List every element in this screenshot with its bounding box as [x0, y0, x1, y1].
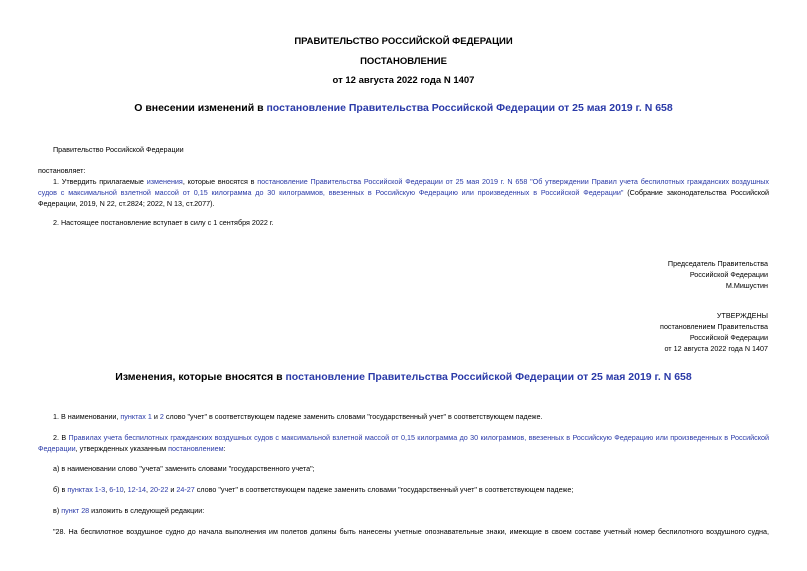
link-postanovleniem[interactable]: постановлением — [168, 444, 224, 453]
link-postanovlenie-658[interactable]: постановление Правительства Российской Федерации от 25 мая 2019 г. N 658 "Об утверждении Правил учета беспилотных гражданских воздушных — [257, 177, 769, 186]
paragraph-1-line-1 — [38, 176, 769, 187]
ib-sep-1: , — [105, 485, 110, 494]
link-izmeneniya[interactable]: изменения — [146, 177, 183, 186]
item-1 — [53, 411, 542, 422]
government-heading: ПРАВИТЕЛЬСТВО РОССИЙСКОЙ ФЕДЕРАЦИИ — [294, 36, 513, 47]
signature-line-3: М.Мишустин — [725, 281, 768, 290]
ib-sep-4: и — [168, 485, 177, 494]
document-date-number: от 12 августа 2022 года N 1407 — [332, 75, 475, 86]
link-pravila-cont[interactable]: Федерации — [38, 444, 76, 453]
approved-block — [660, 310, 768, 354]
link-pravila[interactable]: Правилах учета беспилотных гражданских воздушных судов с максимальной взлетной массой от 0,15 килограмма до 30 килограммов, ввезенных в Российскую Федерацию или произведенных в Российской — [68, 433, 769, 442]
link-punkt-2[interactable]: 2 — [159, 412, 164, 421]
i2-text-a: 2. В — [53, 433, 69, 442]
item-a: а) в наименовании слово "учета" заменить словами "государственного учета"; — [53, 464, 315, 473]
i1-text-a: 1. В наименовании, — [53, 412, 121, 421]
iv-text-a: в) — [53, 506, 62, 515]
link-postanovlenie-658-cont[interactable]: судов с максимальной взлетной массой от 0,15 килограмма до 30 килограммов, ввезенных в Российскую Федерацию или произведенных в Российской Федерации" — [38, 188, 624, 197]
title-link[interactable]: постановление Правительства Российской Федерации от 25 мая 2019 г. N 658 — [266, 102, 673, 114]
signature-line-2: Российской Федерации — [689, 270, 768, 279]
approved-line-1: УТВЕРЖДЕНЫ — [716, 311, 768, 320]
changes-title — [0, 371, 807, 383]
ib-text-b: слово "учет" в соответствующем падеже заменить словами "государственный учет" в соответствующем падеже; — [194, 485, 574, 494]
link-punkty-24-27[interactable]: 24-27 — [176, 485, 195, 494]
ib-sep-3: , — [145, 485, 150, 494]
item-v — [53, 505, 204, 516]
link-punkty-6-10[interactable]: 6-10 — [109, 485, 124, 494]
title-prefix: О внесении изменений в — [134, 102, 267, 114]
link-punkt-1[interactable]: пунктах 1 — [120, 412, 152, 421]
document-title — [0, 102, 807, 114]
government-line: Правительство Российской Федерации — [53, 145, 184, 154]
item-b — [53, 484, 573, 495]
i2-text-c: : — [223, 444, 226, 453]
paragraph-2: 2. Настоящее постановление вступает в силу с 1 сентября 2022 г. — [53, 218, 274, 227]
link-punkty-12-14[interactable]: 12-14 — [127, 485, 146, 494]
approved-line-2: постановлением Правительства — [660, 322, 768, 331]
i2-text-b: , утвержденных указанным — [75, 444, 169, 453]
ib-text-a: б) в — [53, 485, 68, 494]
p1-text-a: 1. Утвердить прилагаемые — [53, 177, 147, 186]
signature-block — [668, 258, 768, 291]
paragraph-1-line-2 — [38, 187, 769, 198]
item-2-line-2 — [38, 443, 769, 454]
link-punkty-1-3[interactable]: пунктах 1-3 — [67, 485, 106, 494]
resolves-line: постановляет: — [38, 166, 86, 175]
changes-title-prefix: Изменения, которые вносятся в — [115, 371, 286, 383]
iv-text-b: изложить в следующей редакции: — [89, 506, 205, 515]
p1-text-b: , которые вносятся в — [182, 177, 258, 186]
quote-paragraph: "28. На беспилотное воздушное судно до начала выполнения им полетов должны быть нанесены учетные опознавательные знаки, имеющие в своем составе учетный номер беспилотного воздушного судна, — [53, 527, 769, 536]
signature-line-1: Председатель Правительства — [667, 259, 768, 268]
paragraph-1-line-3: Федерации, 2019, N 22, ст.2824; 2022, N 13, ст.2077). — [38, 199, 215, 208]
approved-line-3: Российской Федерации — [689, 333, 768, 342]
i1-text-c: слово "учет" в соответствующем падеже заменить словами "государственный учет" в соответствующем падеже. — [163, 412, 543, 421]
link-punkty-20-22[interactable]: 20-22 — [149, 485, 169, 494]
link-punkt-28[interactable]: пункт 28 — [61, 506, 90, 515]
paragraph-1 — [38, 176, 769, 209]
ib-sep-2: , — [123, 485, 128, 494]
document-type: ПОСТАНОВЛЕНИЕ — [360, 56, 447, 67]
changes-title-link[interactable]: постановление Правительства Российской Федерации от 25 мая 2019 г. N 658 — [285, 371, 692, 383]
item-2-line-1 — [38, 432, 769, 443]
i1-text-b: и — [151, 412, 160, 421]
approved-line-4: от 12 августа 2022 года N 1407 — [664, 344, 768, 353]
p1-text-c: (Собрание законодательства Российской — [623, 188, 770, 197]
item-2 — [38, 432, 769, 454]
